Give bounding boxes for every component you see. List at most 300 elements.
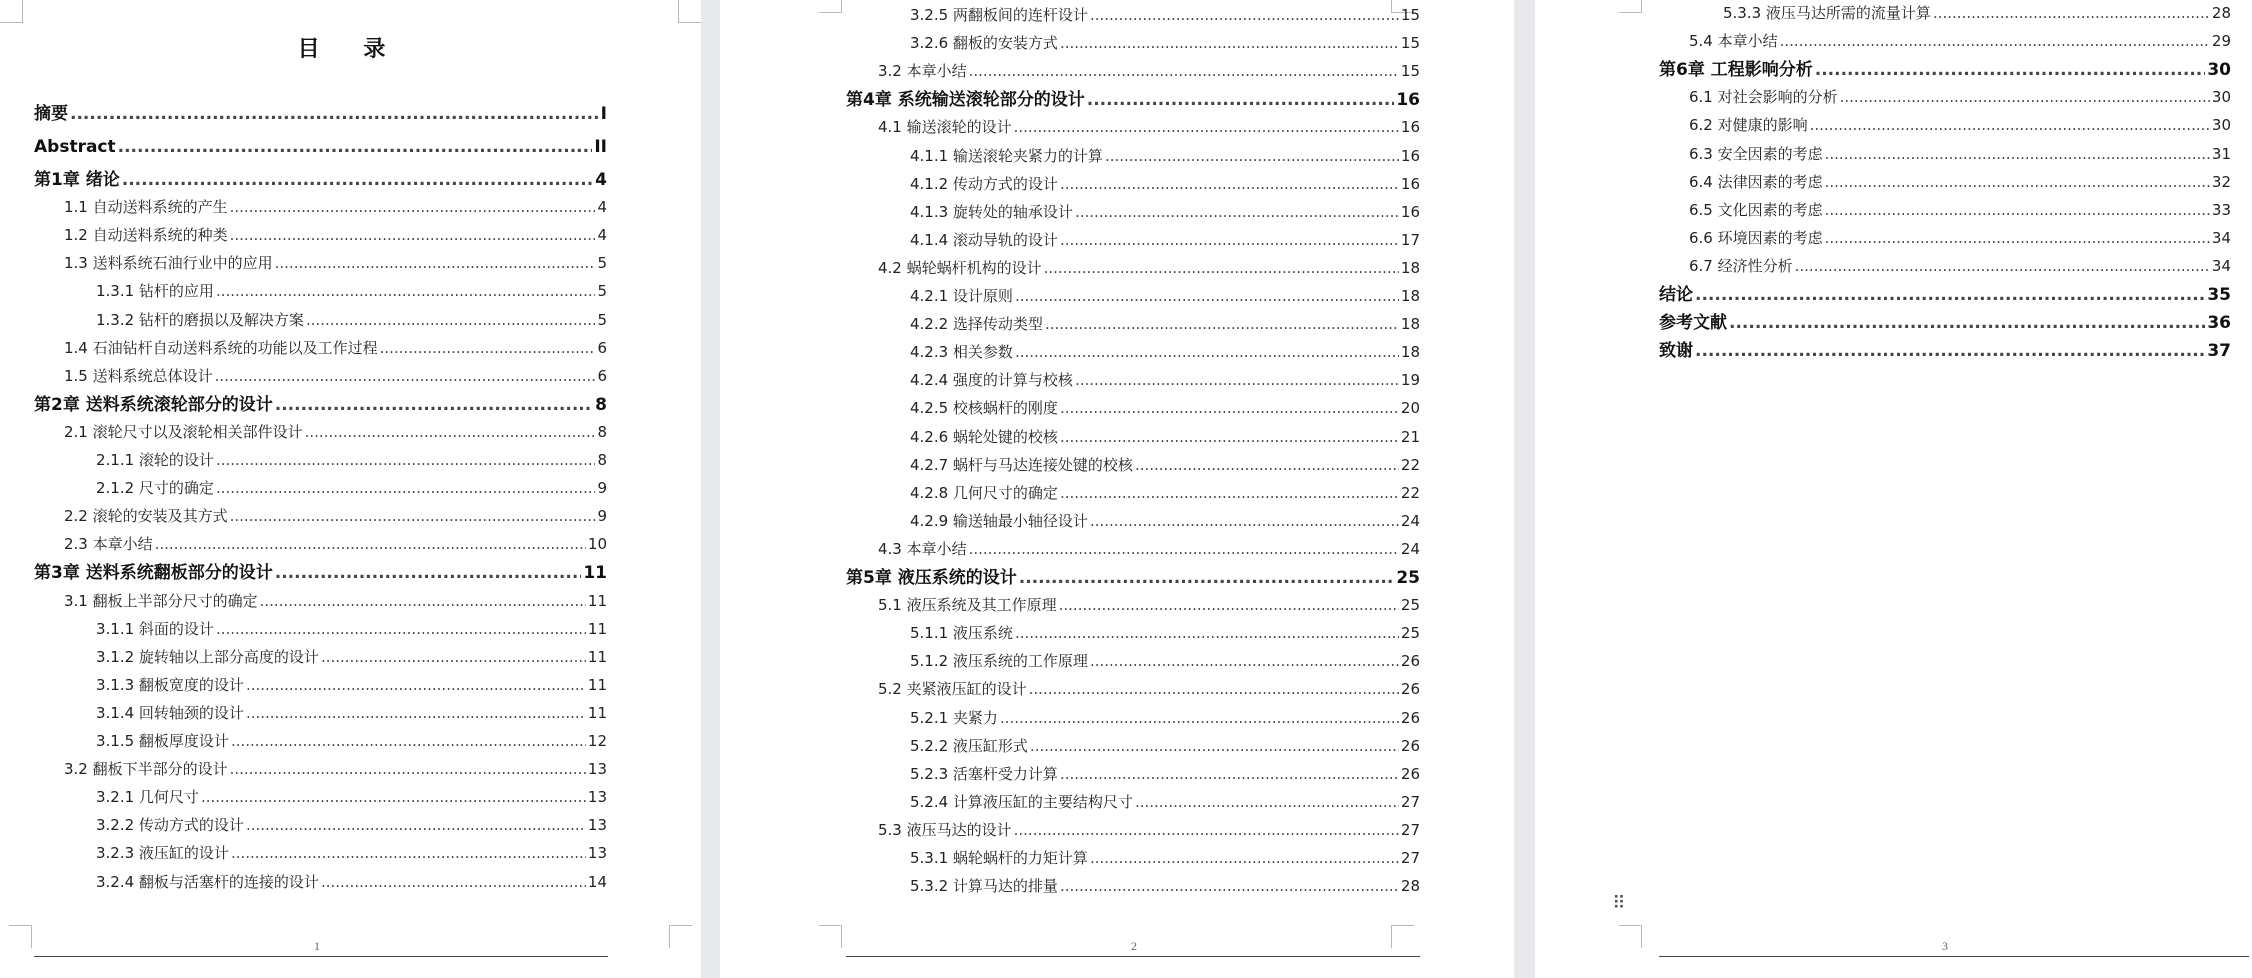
toc-entry-page: 31: [2211, 145, 2231, 163]
toc-entry-label: 5.2 夹紧液压缸的设计: [878, 680, 1027, 698]
toc-entry-page: 29: [2211, 32, 2231, 50]
toc-section-entry[interactable]: [96, 676, 607, 694]
toc-leader-dots: [321, 873, 586, 891]
toc-entry-label: 4.2.1 设计原则: [910, 287, 1013, 305]
toc-entry-label: 6.7 经济性分析: [1689, 257, 1793, 275]
toc-entry-page: 9: [597, 479, 607, 497]
toc-entry-label: 致谢: [1659, 341, 1693, 361]
toc-leader-dots: [1825, 229, 2210, 247]
toc-leader-dots: [216, 282, 596, 300]
toc-entry-label: 2.1.2 尺寸的确定: [96, 479, 214, 497]
toc-entry-page: II: [594, 137, 607, 157]
toc-leader-dots: [1933, 4, 2210, 22]
toc-entry-label: 3.1.2 旋转轴以上部分高度的设计: [96, 648, 319, 666]
toc-leader-dots: [1825, 173, 2210, 191]
toc-leader-dots: [246, 816, 586, 834]
page-number: 2: [1131, 939, 1137, 953]
toc-entry-page: 33: [2211, 201, 2231, 219]
toc-entry-page: 30: [2211, 116, 2231, 134]
toc-leader-dots: [1044, 259, 1399, 277]
toc-section-entry[interactable]: [910, 765, 1420, 783]
toc-leader-dots: [1780, 32, 2210, 50]
toc-entry-page: 27: [1400, 849, 1420, 867]
document-page-1: [0, 0, 701, 978]
toc-leader-dots: [1030, 737, 1399, 755]
toc-entry-page: 25: [1400, 624, 1420, 642]
toc-entry-label: 5.4 本章小结: [1689, 32, 1778, 50]
toc-entry-label: 2.1 滚轮尺寸以及滚轮相关部件设计: [64, 423, 303, 441]
toc-entry-page: 11: [587, 648, 607, 666]
toc-entry-page: 24: [1400, 512, 1420, 530]
toc-section-entry[interactable]: [96, 732, 607, 750]
toc-entry-page: I: [600, 104, 607, 124]
toc-leader-dots: [1015, 624, 1399, 642]
toc-leader-dots: [215, 367, 596, 385]
toc-section-entry[interactable]: [96, 451, 607, 469]
toc-section-entry[interactable]: [878, 118, 1420, 136]
toc-entry-page: 9: [597, 507, 607, 525]
toc-entry-label: 1.3.1 钻杆的应用: [96, 282, 214, 300]
toc-entry-page: 26: [1400, 737, 1420, 755]
toc-leader-dots: [230, 198, 596, 216]
toc-entry-label: 4.1.1 输送滚轮夹紧力的计算: [910, 147, 1103, 165]
toc-entry-page: 24: [1400, 540, 1420, 558]
toc-entry-page: 15: [1400, 6, 1420, 24]
toc-section-entry[interactable]: [64, 535, 607, 553]
toc-section-entry[interactable]: [1689, 173, 2231, 191]
toc-entry-page: 16: [1400, 118, 1420, 136]
toc-section-entry[interactable]: [64, 339, 607, 357]
toc-leader-dots: [1825, 201, 2210, 219]
toc-section-entry[interactable]: [910, 484, 1420, 502]
toc-leader-dots: [1825, 145, 2210, 163]
toc-section-entry[interactable]: [96, 788, 607, 806]
document-page-3: [1535, 0, 2252, 978]
toc-entry-page: 6: [597, 339, 607, 357]
toc-section-entry[interactable]: [1723, 4, 2231, 22]
toc-entry-label: 4.2.4 强度的计算与校核: [910, 371, 1073, 389]
document-page-2: [720, 0, 1514, 978]
toc-leader-dots: [1105, 147, 1399, 165]
toc-leader-dots: [1060, 175, 1399, 193]
toc-entry-label: 1.4 石油钻杆自动送料系统的功能以及工作过程: [64, 339, 378, 357]
toc-entry-label: 3.2.3 液压缸的设计: [96, 844, 229, 862]
toc-entry-page: 34: [2211, 257, 2231, 275]
crop-mark: [819, 0, 842, 13]
toc-entry-page: 17: [1400, 231, 1420, 249]
toc-entry-label: 4.2.9 输送轴最小轴径设计: [910, 512, 1088, 530]
toc-leader-dots: [1060, 34, 1399, 52]
toc-leader-dots: [1000, 709, 1399, 727]
toc-entry-page: 34: [2211, 229, 2231, 247]
toc-leader-dots: [1060, 399, 1399, 417]
toc-leader-dots: [216, 451, 596, 469]
crop-mark: [819, 925, 842, 948]
toc-section-entry[interactable]: [64, 367, 607, 385]
toc-entry-label: 6.4 法律因素的考虑: [1689, 173, 1823, 191]
toc-entry-label: 5.1.1 液压系统: [910, 624, 1013, 642]
toc-leader-dots: [231, 732, 586, 750]
toc-leader-dots: [260, 592, 586, 610]
toc-entry-page: 32: [2211, 173, 2231, 191]
toc-section-entry[interactable]: [96, 311, 607, 329]
toc-leader-dots: [275, 563, 582, 583]
toc-entry-page: 15: [1400, 62, 1420, 80]
toc-leader-dots: [1090, 849, 1399, 867]
toc-entry-page: 26: [1400, 765, 1420, 783]
toc-entry-page: 22: [1400, 456, 1420, 474]
toc-entry-label: 1.2 自动送料系统的种类: [64, 226, 228, 244]
toc-entry-label: 3.2.5 两翻板间的连杆设计: [910, 6, 1088, 24]
toc-leader-dots: [1840, 88, 2210, 106]
toc-entry-label: 1.1 自动送料系统的产生: [64, 198, 228, 216]
toc-leader-dots: [969, 540, 1399, 558]
toc-entry-page: 11: [583, 563, 607, 583]
toc-entry-page: 15: [1400, 34, 1420, 52]
toc-entry-label: 第2章 送料系统滚轮部分的设计: [34, 395, 273, 415]
toc-section-entry[interactable]: [910, 175, 1420, 193]
toc-section-entry[interactable]: [910, 203, 1420, 221]
toc-leader-dots: [118, 137, 593, 157]
toc-section-entry[interactable]: [910, 512, 1420, 530]
toc-section-entry[interactable]: [910, 877, 1420, 895]
toc-entry-page: 25: [1396, 568, 1420, 588]
toc-chapter-entry[interactable]: [1659, 60, 2231, 80]
toc-entry-label: 5.3.1 蜗轮蜗杆的力矩计算: [910, 849, 1088, 867]
toc-section-entry[interactable]: [910, 428, 1420, 446]
toc-entry-label: 4.2.3 相关参数: [910, 343, 1013, 361]
footer-rule: [846, 956, 1420, 957]
toc-chapter-entry[interactable]: [34, 563, 607, 583]
footer-rule: [34, 956, 608, 957]
toc-entry-label: 3.2.4 翻板与活塞杆的连接的设计: [96, 873, 319, 891]
toc-chapter-entry[interactable]: [34, 137, 607, 157]
toc-section-entry[interactable]: [878, 62, 1420, 80]
toc-leader-dots: [1810, 116, 2210, 134]
page-number: 1: [314, 939, 320, 953]
toc-section-entry[interactable]: [64, 254, 607, 272]
toc-leader-dots: [1060, 231, 1399, 249]
toc-chapter-entry[interactable]: [846, 90, 1420, 110]
toc-entry-label: 2.2 滚轮的安装及其方式: [64, 507, 228, 525]
toc-entry-label: 5.1 液压系统及其工作原理: [878, 596, 1057, 614]
toc-section-entry[interactable]: [910, 34, 1420, 52]
toc-entry-page: 11: [587, 592, 607, 610]
toc-entry-label: 3.2 本章小结: [878, 62, 967, 80]
toc-entry-label: 3.2.6 翻板的安装方式: [910, 34, 1058, 52]
toc-leader-dots: [1060, 484, 1399, 502]
toc-entry-label: 2.1.1 滚轮的设计: [96, 451, 214, 469]
toc-section-entry[interactable]: [910, 287, 1420, 305]
toc-entry-label: 第3章 送料系统翻板部分的设计: [34, 563, 273, 583]
toc-section-entry[interactable]: [910, 456, 1420, 474]
crop-mark: [0, 0, 23, 23]
toc-section-entry[interactable]: [96, 816, 607, 834]
toc-entry-label: 第6章 工程影响分析: [1659, 60, 1813, 80]
toc-leader-dots: [1045, 315, 1399, 333]
toc-entry-page: 8: [597, 423, 607, 441]
toc-entry-page: 28: [2211, 4, 2231, 22]
toc-entry-page: 16: [1396, 90, 1420, 110]
toc-leader-dots: [1090, 652, 1399, 670]
toc-leader-dots: [1075, 371, 1399, 389]
toc-chapter-entry[interactable]: [1659, 285, 2231, 305]
toc-section-entry[interactable]: [910, 343, 1420, 361]
toc-entry-page: 26: [1400, 652, 1420, 670]
toc-entry-page: 30: [2207, 60, 2231, 80]
toc-entry-label: 3.1 翻板上半部分尺寸的确定: [64, 592, 258, 610]
toc-entry-label: 6.3 安全因素的考虑: [1689, 145, 1823, 163]
toc-leader-dots: [275, 395, 593, 415]
toc-section-entry[interactable]: [910, 849, 1420, 867]
toc-entry-page: 11: [587, 620, 607, 638]
toc-leader-dots: [1075, 203, 1399, 221]
toc-leader-dots: [216, 479, 596, 497]
toc-entry-label: 6.2 对健康的影响: [1689, 116, 1808, 134]
toc-section-entry[interactable]: [1689, 116, 2231, 134]
toc-entry-label: 4.1 输送滚轮的设计: [878, 118, 1012, 136]
toc-entry-page: 18: [1400, 315, 1420, 333]
toc-entry-page: 6: [597, 367, 607, 385]
toc-section-entry[interactable]: [96, 648, 607, 666]
toc-entry-page: 12: [587, 732, 607, 750]
toc-entry-label: 5.2.3 活塞杆受力计算: [910, 765, 1058, 783]
toc-entry-page: 16: [1400, 147, 1420, 165]
toc-entry-label: 4.2.6 蜗轮处键的校核: [910, 428, 1058, 446]
toc-entry-label: 4.3 本章小结: [878, 540, 967, 558]
toc-entry-page: 13: [587, 788, 607, 806]
toc-entry-page: 13: [587, 844, 607, 862]
toc-entry-label: 4.1.4 滚动导轨的设计: [910, 231, 1058, 249]
toc-entry-label: 5.2.2 液压缸形式: [910, 737, 1028, 755]
toc-entry-label: 第1章 绪论: [34, 170, 120, 190]
toc-entry-label: 3.1.5 翻板厚度设计: [96, 732, 229, 750]
crop-mark: [1619, 925, 1642, 948]
crop-mark: [678, 0, 701, 23]
toc-section-entry[interactable]: [910, 6, 1420, 24]
toc-entry-label: 2.3 本章小结: [64, 535, 153, 553]
toc-section-entry[interactable]: [878, 540, 1420, 558]
toc-leader-dots: [1795, 257, 2210, 275]
toc-section-entry[interactable]: [96, 620, 607, 638]
toc-heading: 目 录: [297, 37, 404, 62]
toc-entry-page: 13: [587, 816, 607, 834]
toc-entry-page: 27: [1400, 793, 1420, 811]
crop-mark: [9, 925, 32, 948]
toc-section-entry[interactable]: [910, 709, 1420, 727]
toc-entry-label: 3.1.1 斜面的设计: [96, 620, 214, 638]
toc-entry-page: 20: [1400, 399, 1420, 417]
toc-entry-label: 1.3 送料系统石油行业中的应用: [64, 254, 273, 272]
toc-chapter-entry[interactable]: [34, 395, 607, 415]
toc-entry-label: 4.2.5 校核蜗杆的刚度: [910, 399, 1058, 417]
toc-entry-page: 18: [1400, 287, 1420, 305]
toc-leader-dots: [1729, 313, 2205, 333]
toc-entry-page: 25: [1400, 596, 1420, 614]
toc-leader-dots: [122, 170, 593, 190]
toc-leader-dots: [230, 507, 596, 525]
toc-section-entry[interactable]: [910, 315, 1420, 333]
toc-entry-label: 5.3.2 计算马达的排量: [910, 877, 1058, 895]
toc-leader-dots: [70, 104, 599, 124]
toc-entry-page: 26: [1400, 709, 1420, 727]
toc-leader-dots: [321, 648, 586, 666]
toc-entry-label: 4.2 蜗轮蜗杆机构的设计: [878, 259, 1042, 277]
toc-entry-label: 5.3 液压马达的设计: [878, 821, 1012, 839]
toc-leader-dots: [230, 760, 586, 778]
toc-chapter-entry[interactable]: [34, 104, 607, 124]
toc-entry-label: 3.1.4 回转轴颈的设计: [96, 704, 244, 722]
crop-mark: [1619, 0, 1642, 13]
toc-section-entry[interactable]: [878, 596, 1420, 614]
toc-entry-label: 摘要: [34, 104, 68, 124]
toc-leader-dots: [1090, 6, 1399, 24]
toc-entry-page: 5: [597, 254, 607, 272]
toc-section-entry[interactable]: [910, 652, 1420, 670]
toc-entry-page: 5: [597, 282, 607, 300]
toc-entry-label: Abstract: [34, 137, 116, 157]
toc-section-entry[interactable]: [1689, 229, 2231, 247]
toc-entry-label: 5.1.2 液压系统的工作原理: [910, 652, 1088, 670]
toc-entry-label: 4.2.7 蜗杆与马达连接处键的校核: [910, 456, 1133, 474]
toc-section-entry[interactable]: [1689, 257, 2231, 275]
toc-section-entry[interactable]: [1689, 145, 2231, 163]
toc-section-entry[interactable]: [96, 704, 607, 722]
toc-entry-page: 13: [587, 760, 607, 778]
toc-section-entry[interactable]: [910, 231, 1420, 249]
toc-entry-page: 30: [2211, 88, 2231, 106]
toc-section-entry[interactable]: [64, 592, 607, 610]
drag-handle-icon[interactable]: ⠿: [1612, 893, 1626, 914]
toc-entry-label: 4.1.2 传动方式的设计: [910, 175, 1058, 193]
toc-section-entry[interactable]: [96, 873, 607, 891]
toc-entry-page: 4: [597, 198, 607, 216]
toc-leader-dots: [1014, 821, 1399, 839]
toc-section-entry[interactable]: [878, 680, 1420, 698]
toc-leader-dots: [306, 311, 596, 329]
toc-leader-dots: [1135, 793, 1399, 811]
toc-entry-page: 8: [597, 451, 607, 469]
toc-entry-label: 5.3.3 液压马达所需的流量计算: [1723, 4, 1931, 22]
toc-entry-label: 5.2.1 夹紧力: [910, 709, 998, 727]
toc-entry-label: 结论: [1659, 285, 1693, 305]
toc-entry-label: 6.6 环境因素的考虑: [1689, 229, 1823, 247]
toc-leader-dots: [230, 226, 596, 244]
toc-leader-dots: [1060, 877, 1399, 895]
crop-mark: [1391, 925, 1414, 948]
toc-entry-page: 18: [1400, 343, 1420, 361]
toc-leader-dots: [1695, 341, 2205, 361]
toc-section-entry[interactable]: [878, 259, 1420, 277]
toc-leader-dots: [1090, 512, 1399, 530]
toc-entry-page: 16: [1400, 175, 1420, 193]
toc-section-entry[interactable]: [64, 198, 607, 216]
toc-section-entry[interactable]: [64, 760, 607, 778]
toc-chapter-entry[interactable]: [1659, 341, 2231, 361]
toc-section-entry[interactable]: [96, 844, 607, 862]
crop-mark: [669, 925, 692, 948]
toc-entry-label: 3.2.1 几何尺寸: [96, 788, 199, 806]
toc-entry-label: 参考文献: [1659, 313, 1727, 333]
toc-section-entry[interactable]: [96, 479, 607, 497]
toc-leader-dots: [1815, 60, 2206, 80]
footer-rule: [1659, 956, 2249, 957]
toc-section-entry[interactable]: [1689, 201, 2231, 219]
toc-section-entry[interactable]: [1689, 32, 2231, 50]
toc-entry-label: 3.2.2 传动方式的设计: [96, 816, 244, 834]
toc-leader-dots: [1060, 428, 1399, 446]
toc-entry-page: 14: [587, 873, 607, 891]
toc-leader-dots: [201, 788, 586, 806]
toc-section-entry[interactable]: [910, 371, 1420, 389]
toc-section-entry[interactable]: [910, 793, 1420, 811]
toc-leader-dots: [969, 62, 1399, 80]
toc-entry-label: 6.1 对社会影响的分析: [1689, 88, 1838, 106]
toc-leader-dots: [1015, 287, 1399, 305]
toc-leader-dots: [246, 676, 586, 694]
toc-leader-dots: [380, 339, 596, 357]
toc-section-entry[interactable]: [878, 821, 1420, 839]
page-number: 3: [1942, 939, 1948, 953]
toc-leader-dots: [1014, 118, 1399, 136]
toc-entry-page: 21: [1400, 428, 1420, 446]
toc-leader-dots: [1029, 680, 1399, 698]
toc-leader-dots: [1695, 285, 2205, 305]
toc-leader-dots: [1135, 456, 1399, 474]
toc-entry-page: 8: [595, 395, 607, 415]
toc-section-entry[interactable]: [64, 423, 607, 441]
toc-entry-label: 3.2 翻板下半部分的设计: [64, 760, 228, 778]
toc-leader-dots: [246, 704, 586, 722]
toc-entry-page: 35: [2207, 285, 2231, 305]
toc-leader-dots: [275, 254, 596, 272]
toc-section-entry[interactable]: [96, 282, 607, 300]
toc-entry-page: 22: [1400, 484, 1420, 502]
toc-chapter-entry[interactable]: [34, 170, 607, 190]
toc-section-entry[interactable]: [64, 226, 607, 244]
toc-chapter-entry[interactable]: [846, 568, 1420, 588]
toc-entry-page: 11: [587, 676, 607, 694]
toc-section-entry[interactable]: [910, 737, 1420, 755]
toc-entry-label: 1.5 送料系统总体设计: [64, 367, 213, 385]
toc-chapter-entry[interactable]: [1659, 313, 2231, 333]
toc-entry-page: 10: [587, 535, 607, 553]
toc-leader-dots: [305, 423, 596, 441]
toc-section-entry[interactable]: [910, 147, 1420, 165]
toc-entry-label: 5.2.4 计算液压缸的主要结构尺寸: [910, 793, 1133, 811]
toc-leader-dots: [231, 844, 586, 862]
toc-section-entry[interactable]: [1689, 88, 2231, 106]
toc-entry-page: 26: [1400, 680, 1420, 698]
toc-entry-label: 6.5 文化因素的考虑: [1689, 201, 1823, 219]
toc-leader-dots: [155, 535, 586, 553]
toc-entry-page: 16: [1400, 203, 1420, 221]
toc-entry-label: 4.1.3 旋转处的轴承设计: [910, 203, 1073, 221]
toc-entry-label: 第4章 系统输送滚轮部分的设计: [846, 90, 1085, 110]
toc-entry-page: 5: [597, 311, 607, 329]
toc-leader-dots: [1019, 568, 1395, 588]
toc-section-entry[interactable]: [64, 507, 607, 525]
toc-section-entry[interactable]: [910, 399, 1420, 417]
toc-entry-label: 4.2.8 几何尺寸的确定: [910, 484, 1058, 502]
toc-leader-dots: [1060, 765, 1399, 783]
toc-entry-page: 36: [2207, 313, 2231, 333]
toc-entry-label: 3.1.3 翻板宽度的设计: [96, 676, 244, 694]
toc-entry-page: 11: [587, 704, 607, 722]
toc-entry-label: 第5章 液压系统的设计: [846, 568, 1017, 588]
toc-entry-page: 4: [595, 170, 607, 190]
toc-section-entry[interactable]: [910, 624, 1420, 642]
